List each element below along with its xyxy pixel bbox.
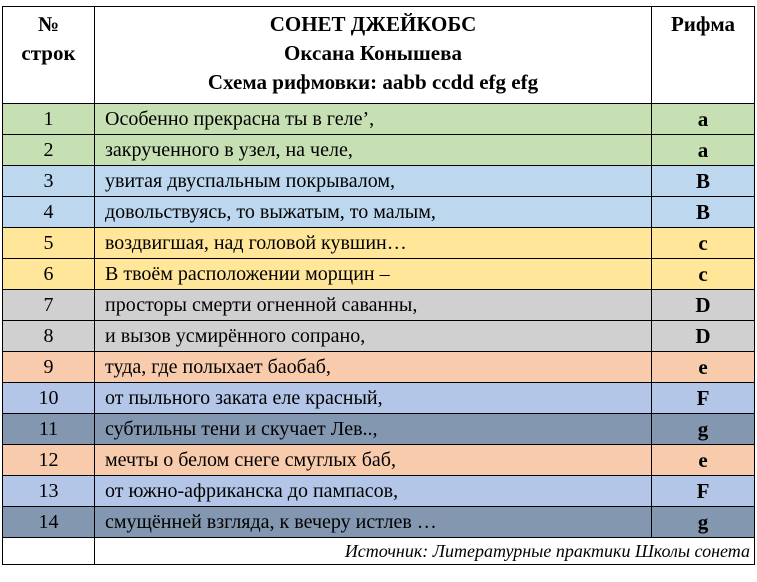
line-text: воздвигшая, над головой кувшин… — [95, 228, 652, 259]
table-row — [3, 476, 755, 507]
title-header — [95, 7, 652, 104]
source-note: Источник: Литературные практики Школы сонета — [95, 538, 755, 565]
rhyme-scheme: Схема рифмовки: aabb ccdd efg efg — [207, 70, 539, 94]
table-row — [3, 104, 755, 135]
source-empty-cell — [3, 538, 95, 565]
line-text: субтильны тени и скучает Лев.., — [95, 414, 652, 445]
line-number-header — [3, 7, 95, 104]
line-text: туда, где полыхает баобаб, — [95, 352, 652, 383]
line-rhyme: F — [652, 383, 755, 414]
table-row — [3, 383, 755, 414]
line-rhyme: a — [652, 104, 755, 135]
line-number: 4 — [3, 197, 95, 228]
sonnet-table — [2, 6, 755, 565]
line-number: 13 — [3, 476, 95, 507]
line-rhyme: a — [652, 135, 755, 166]
source-row — [3, 538, 755, 565]
line-rhyme: B — [652, 197, 755, 228]
line-rhyme: F — [652, 476, 755, 507]
line-text: от южно-африканска до пампасов, — [95, 476, 652, 507]
line-text: просторы смерти огненной саванны, — [95, 290, 652, 321]
line-number: 3 — [3, 166, 95, 197]
line-number: 7 — [3, 290, 95, 321]
line-number: 6 — [3, 259, 95, 290]
author-name: Оксана Конышева — [284, 41, 462, 65]
sonnet-title: СОНЕТ ДЖЕЙКОБС — [269, 12, 477, 36]
line-number: 8 — [3, 321, 95, 352]
table-row — [3, 352, 755, 383]
line-text: от пыльного заката еле красный, — [95, 383, 652, 414]
line-number: 14 — [3, 507, 95, 538]
table-row — [3, 166, 755, 197]
line-rhyme: D — [652, 321, 755, 352]
line-rhyme: c — [652, 228, 755, 259]
table-row — [3, 321, 755, 352]
table-row — [3, 197, 755, 228]
line-rhyme: c — [652, 259, 755, 290]
line-rhyme: e — [652, 445, 755, 476]
table-row — [3, 445, 755, 476]
line-text: и вызов усмирённого сопрано, — [95, 321, 652, 352]
table-row — [3, 135, 755, 166]
line-text: закрученного в узел, на челе, — [95, 135, 652, 166]
line-rhyme: B — [652, 166, 755, 197]
lines-label: строк — [21, 41, 76, 65]
line-rhyme: e — [652, 352, 755, 383]
line-text: Особенно прекрасна ты в геле’, — [95, 104, 652, 135]
line-text: мечты о белом снеге смуглых баб, — [95, 445, 652, 476]
table-row — [3, 507, 755, 538]
line-number: 1 — [3, 104, 95, 135]
line-number: 5 — [3, 228, 95, 259]
table-row — [3, 228, 755, 259]
number-sign: № — [37, 12, 60, 36]
line-text: В твоём расположении морщин – — [95, 259, 652, 290]
line-number: 11 — [3, 414, 95, 445]
table-row — [3, 290, 755, 321]
table-row — [3, 414, 755, 445]
line-text: довольствуясь, то выжатым, то малым, — [95, 197, 652, 228]
line-text: смущённей взгляда, к вечеру истлев … — [95, 507, 652, 538]
line-number: 2 — [3, 135, 95, 166]
line-number: 10 — [3, 383, 95, 414]
header-row — [3, 7, 755, 104]
line-rhyme: g — [652, 414, 755, 445]
line-rhyme: D — [652, 290, 755, 321]
line-number: 12 — [3, 445, 95, 476]
line-text: увитая двуспальным покрывалом, — [95, 166, 652, 197]
rhyme-header: Рифма — [652, 7, 755, 104]
line-number: 9 — [3, 352, 95, 383]
line-rhyme: g — [652, 507, 755, 538]
table-row — [3, 259, 755, 290]
